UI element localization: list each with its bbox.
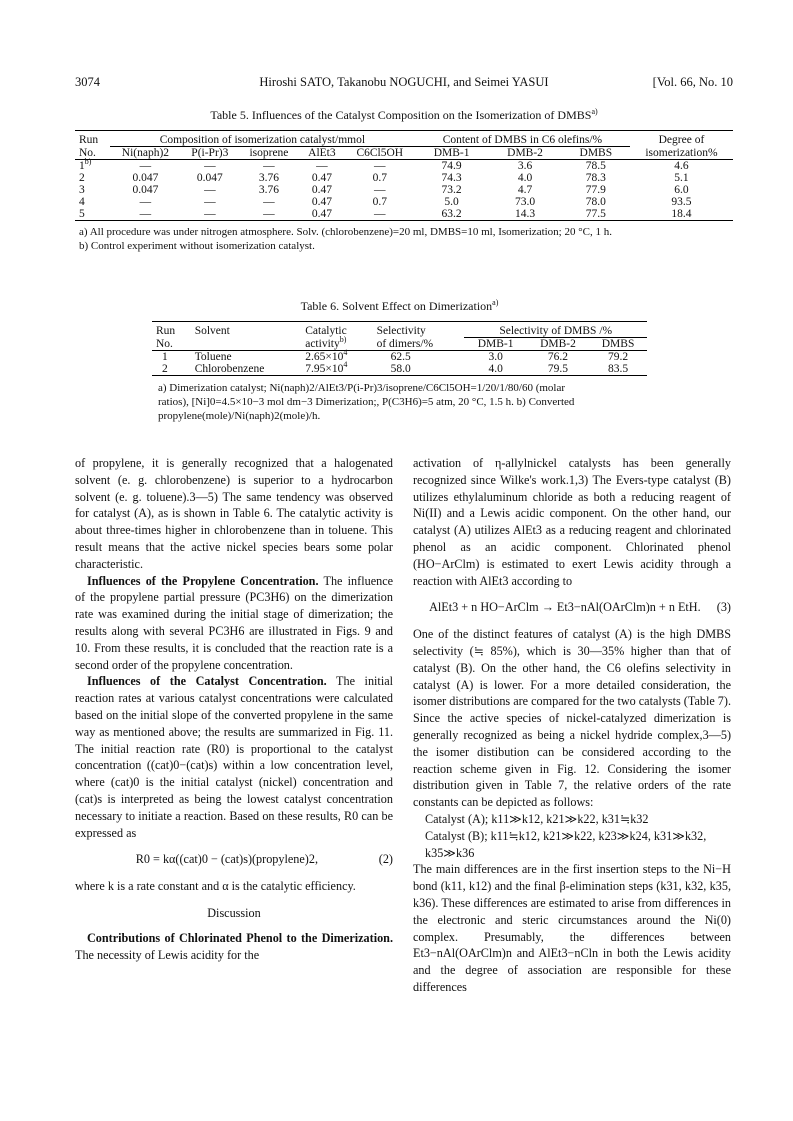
equation-2: R0 = kα((cat)0 − (cat)s)(propylene)2, (2) xyxy=(135,852,393,867)
section-heading: Influences of the Catalyst Concentration. xyxy=(87,674,327,689)
table-5 xyxy=(75,107,733,253)
rate-order-b: Catalyst (B); k11≒k12, k21≫k22, k23≫k24, k31≫k32, xyxy=(425,828,707,843)
table-row: 1$^{b)}$ — — — — — 74.9 3.6 78.5 4.6 xyxy=(79,157,689,172)
table-header-row: No. activity$^{b)}$ of dimers/% DMB-1 DMB-2 DMBS xyxy=(152,338,647,351)
table-header-row: Run Composition of isomerization catalyst/mmol Content of DMBS in C6 olefins/% Degree of xyxy=(75,131,733,147)
discussion-heading: Discussion xyxy=(207,905,261,920)
table-row: 5 — — — 0.47 — 63.2 14.3 77.5 18.4 xyxy=(75,208,733,221)
table-6-notes: a) Dimerization catalyst; Ni(naph)2/AlEt3/P(i-Pr)3/isoprene/C6Cl5OH=1/20/1/80/60 (molar ratios), [Ni]0=4.5×10−3 mol dm−3 Dimerization;, P(C3H6)=5 atm, 20 °C, 1.5 h. b) Converted propylene(mole)/Ni(naph)2(mole)/h. xyxy=(158,382,575,422)
paragraph: where k is a rate constant and α is the catalytic efficiency. xyxy=(75,879,356,894)
paragraph: The main differences are in the first insertion steps to the Ni−H bond (k11, k12) and the final β-elimination steps (k31, k32, k35, k36). These differences are estimated to arise from differences in the electronic and steric circumstances around the Ni(0) complex. Presumably, the differences between Et3−nAl(OArClm)n and AlEt3−nCln in both the Lewis acidity and the degree of association are responsible for these differences xyxy=(413,862,731,994)
volume-info: [Vol. 66, No. 10 xyxy=(652,74,733,89)
right-column xyxy=(413,455,731,996)
paragraph: Influences of the Catalyst Concentration. The initial reaction rates at various catalyst concentrations were calculated based on the initial slope of the converted propylene in the same way as mentioned above; the results are summarized in Fig. 11. The initial reaction rate (R0) is proportional to the catalyst concentration ((cat)0−(cat)s) within a low concentration level, where (cat)0 is the initial catalyst (nickel) concentration and (cat)s is interpreted as being the lowest catalyst concentration necessary to initiate a reaction. Based on these results, R0 can be expressed as xyxy=(75,674,393,840)
page-number: 3074 xyxy=(75,74,100,89)
paragraph: activation of η-allylnickel catalysts has been generally recognized since Wilke's work.1,3) The Evers-type catalyst (B) utilizes ethylaluminum chloride as both a reducing reagent of Ni(II) and a Lewis acidic component. On the other hand, our catalyst (A) utilizes AlEt3 as a reducing reagent and chlorinated phenol as an acidic component. Chlorinated phenol (HO−ArClm) is estimated to exert Lewis acidity through a reaction with AlEt3 according to xyxy=(413,456,731,588)
equation-3: AlEt3 + n HO−ArClm → Et3−nAl(OArClm)n + n EtH. (3) xyxy=(429,600,731,615)
left-column xyxy=(75,455,393,963)
section-heading: Influences of the Propylene Concentration. xyxy=(87,573,319,588)
paragraph: Influences of the Propylene Concentration. The influence of the propylene partial pressure (PC3H6) on the dimerization rate was examined during the initial stage of dimerization; the results along with several PC3H6 are illustrated in Figs. 9 and 10. From these results, it is concluded that the reaction rate is a second order of the propylene concentration. xyxy=(75,573,394,672)
table-header-row: No. Ni(naph)2 P(i-Pr)3 isoprene AlEt3 C6Cl5OH DMB-1 DMB-2 DMBS isomerization% xyxy=(75,147,733,160)
paragraph: Contributions of Chlorinated Phenol to the Dimerization. The necessity of Lewis acidity for the xyxy=(75,930,393,962)
table-row: 1 Toluene $2.65\times 10^4$ 62.5 3.0 76.2 79.2 xyxy=(162,348,629,363)
table-header-row: Run Solvent Catalytic Selectivity Selectivity of DMBS /% xyxy=(152,322,647,338)
table-row: 4 — — — 0.47 0.7 5.0 73.0 78.0 93.5 xyxy=(79,196,692,208)
section-heading: Contributions of Chlorinated Phenol to the Dimerization. xyxy=(87,930,393,945)
table-6-grid xyxy=(152,321,647,376)
table-row: 2 0.047 0.047 3.76 0.47 0.7 74.3 4.0 78.3 5.1 xyxy=(79,172,689,184)
rate-order-b-cont: k35≫k36 xyxy=(425,845,475,860)
table-row: 2 Chlorobenzene $7.95\times 10^4$ 58.0 4.0 79.5 83.5 xyxy=(152,363,647,376)
table-5-caption: Table 5. Influences of the Catalyst Composition on the Isomerization of DMBS$^{a)}$ xyxy=(210,107,598,122)
table-5-notes: a) All procedure was under nitrogen atmosphere. Solv. (chlorobenzene)=20 ml, DMBS=10 ml, Isomerization; 20 °C, 1 h. b) Control experiment without isomerization catalyst. xyxy=(79,226,612,252)
table-row: 3 0.047 — 3.76 0.47 — 73.2 4.7 77.9 6.0 xyxy=(79,184,689,196)
page-header xyxy=(75,74,733,90)
paragraph: One of the distinct features of catalyst (A) is the high DMBS selectivity (≒ 85%), which is 30—35% higher than that of catalyst (B). On the other hand, the C6 olefins selectivity in catalyst (A) is lower. For a more detailed consideration, the isomer distributions are compared for the two catalysts (Table 7). Since the active species of nickel-catalyzed dimerization is generally recognized as being a nickel hydride complex,3—5) the isomer distibution can be considered according to the reaction scheme given in Fig. 12. Considering the isomer distribution given in Table 7, the relative orders of the rate constants can be depicted as follows: xyxy=(413,627,731,810)
running-title: Hiroshi SATO, Takanobu NOGUCHI, and Seimei YASUI xyxy=(259,74,549,89)
table-6 xyxy=(152,298,647,423)
table-6-caption: Table 6. Solvent Effect on Dimerization$^{a)}$ xyxy=(300,298,499,313)
table-5-grid xyxy=(75,130,733,221)
rate-order-a: Catalyst (A); k11≫k12, k21≫k22, k31≒k32 xyxy=(425,811,649,826)
paragraph: of propylene, it is generally recognized that a halogenated solvent (e. g. chlorobenzene) is superior to a hydrocarbon solvent (e. g. toluene).3—5) The same tendency was observed for catalyst (A), as is shown in Table 6. The catalytic activity is about three-times higher in chlorobenzene than in toluene. This result means that the active nickel species bears some polar characteristic. xyxy=(75,456,393,571)
